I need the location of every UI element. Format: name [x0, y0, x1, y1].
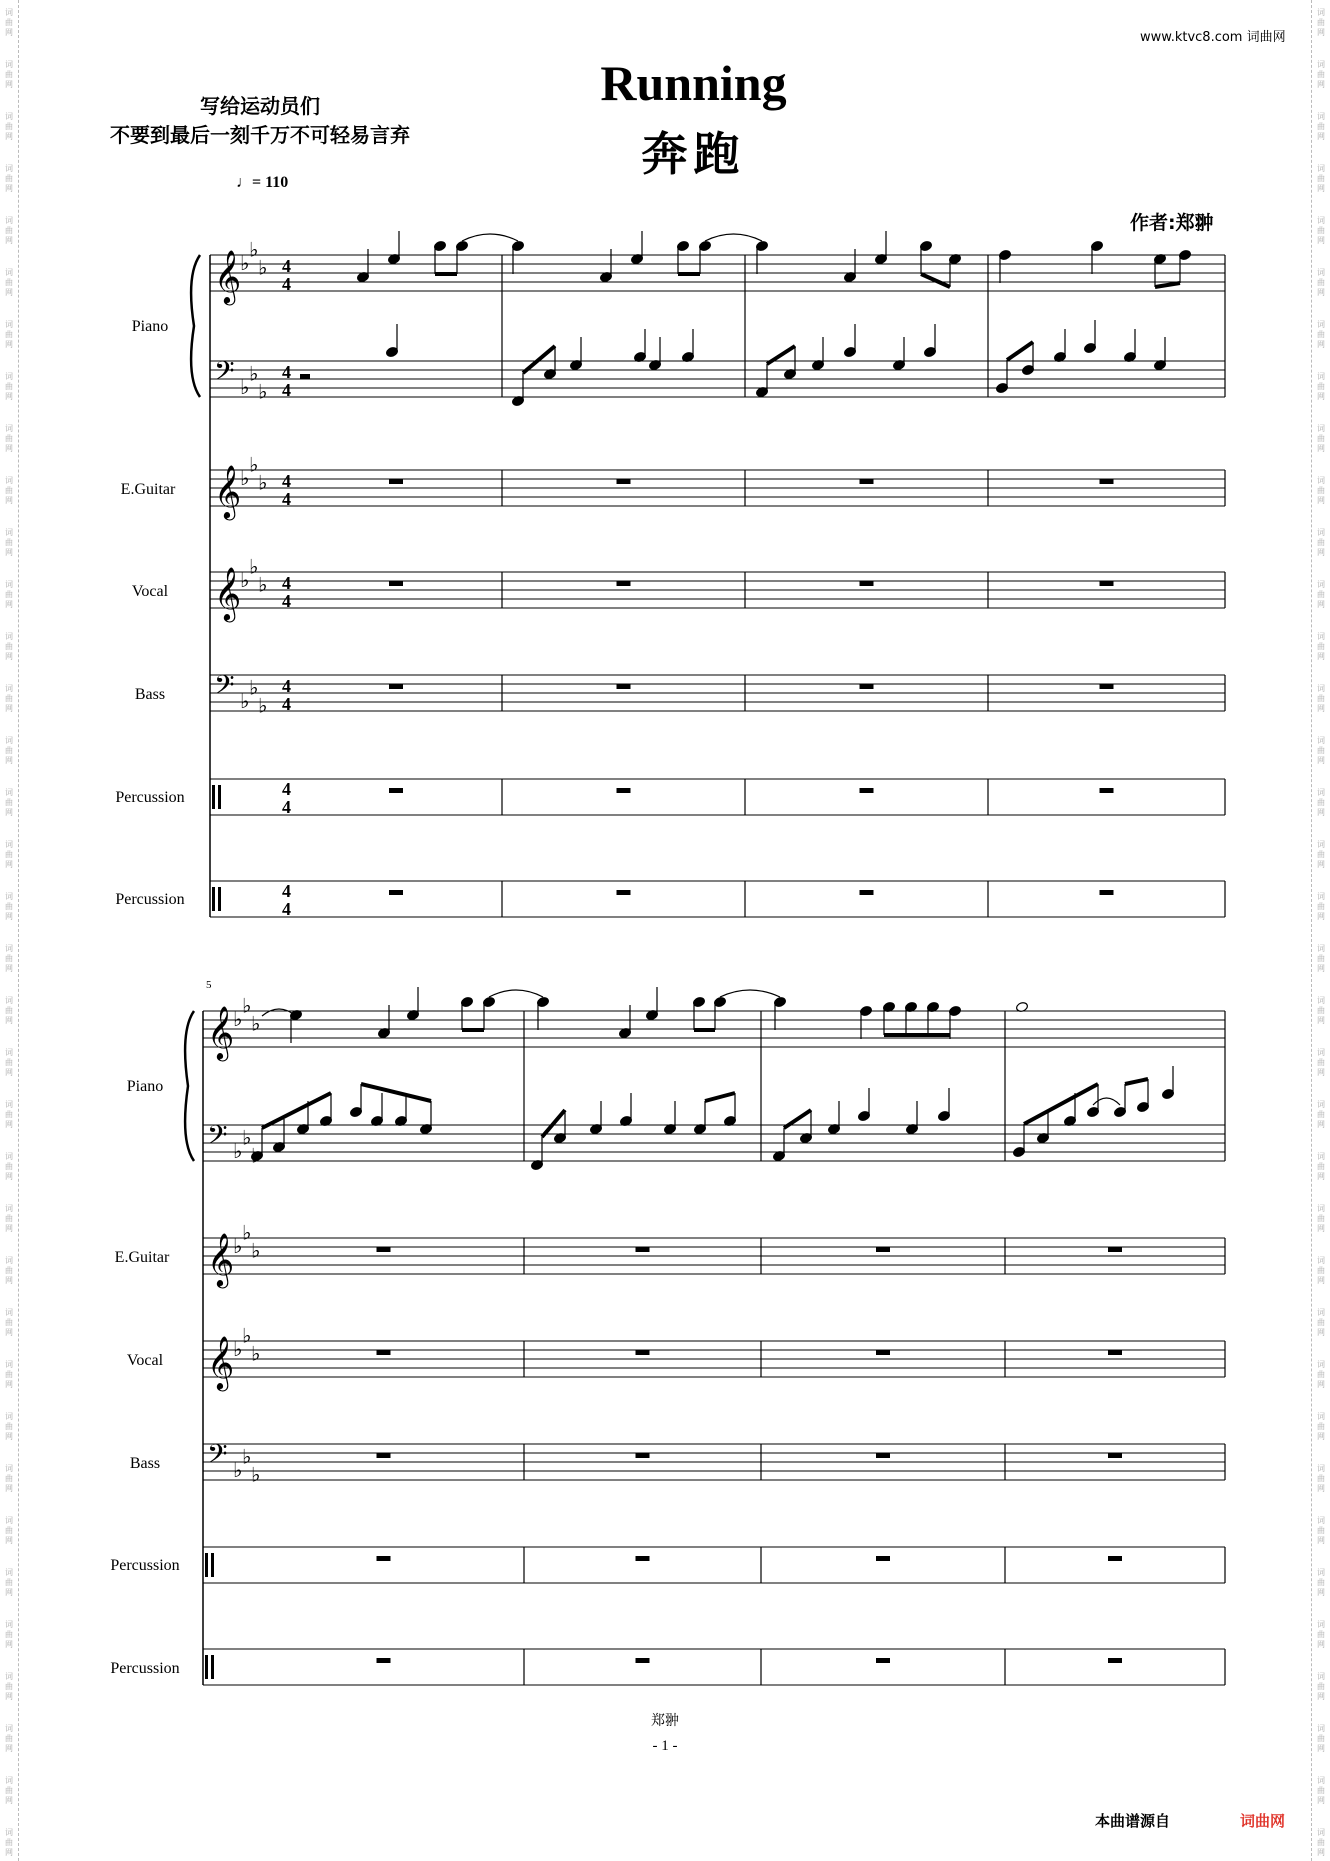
flat-icon: ♭: [242, 993, 252, 1018]
measure-number: 5: [206, 979, 212, 991]
tie: [489, 990, 543, 997]
watermark-glyph: 词 曲 网: [1317, 164, 1325, 193]
flat-icon: ♭: [242, 1444, 252, 1469]
treble-clef-icon: 𝄞: [207, 1232, 235, 1286]
watermark-glyph: 词 曲 网: [1317, 268, 1325, 297]
percussion-clef-icon: [211, 1553, 214, 1577]
time-signature-bottom: 4: [282, 274, 291, 294]
whole-rest-icon: [617, 788, 631, 793]
page-subtitle: 奔跑: [641, 127, 746, 181]
beam: [1024, 1084, 1098, 1124]
percussion-clef-icon: [205, 1655, 208, 1679]
grand-staff-brace: [185, 1011, 194, 1161]
watermark-glyph: 词 曲 网: [1317, 1464, 1325, 1493]
time-signature-top: 4: [282, 256, 291, 276]
watermark-glyph: 词 曲 网: [5, 8, 13, 37]
watermark-glyph: 词 曲 网: [5, 476, 13, 505]
watermark-glyph: 词 曲 网: [1317, 1256, 1325, 1285]
watermark-glyph: 词 曲 网: [5, 1464, 13, 1493]
dedication-line-2: 不要到最后一刻千万不可轻易言弃: [110, 123, 410, 147]
watermark-glyph: 词 曲 网: [5, 268, 13, 297]
whole-rest-icon: [377, 1556, 391, 1561]
beam: [1155, 283, 1180, 287]
watermark-glyph: 词 曲 网: [5, 216, 13, 245]
composer: 作者:郑翀: [1130, 212, 1214, 234]
whole-rest-icon: [617, 581, 631, 586]
label-bass-2: Bass: [129, 1455, 161, 1472]
tempo-value: = 110: [252, 174, 289, 191]
whole-rest-icon: [1108, 1350, 1122, 1355]
flat-icon: ♭: [258, 693, 268, 718]
watermark-glyph: 词 曲 网: [1317, 112, 1325, 141]
flat-icon: ♭: [233, 1139, 243, 1163]
flat-icon: ♭: [258, 572, 268, 597]
watermark-glyph: 词 曲 网: [1317, 528, 1325, 557]
bass-clef-icon: 𝄢: [214, 355, 235, 393]
watermark-glyph: 词 曲 网: [1317, 1620, 1325, 1649]
watermark-glyph: 词 曲 网: [1317, 1828, 1325, 1857]
flat-icon: ♭: [233, 1337, 243, 1361]
treble-clef-icon: 𝄞: [214, 249, 242, 303]
flat-icon: ♭: [258, 470, 268, 495]
watermark-glyph: 词 曲 网: [1317, 1152, 1325, 1181]
beam: [361, 1084, 431, 1101]
flat-icon: ♭: [249, 554, 259, 579]
time-signature-bottom: 4: [282, 797, 291, 817]
watermark-glyph: 词 曲 网: [1317, 840, 1325, 869]
flat-icon: ♭: [249, 452, 259, 477]
tie: [462, 234, 518, 241]
watermark-glyph: 词 曲 网: [1317, 320, 1325, 349]
watermark-glyph: 词 曲 网: [1317, 632, 1325, 661]
watermark-glyph: 词 曲 网: [1317, 1204, 1325, 1233]
label-vocal-2: Vocal: [126, 1352, 164, 1369]
treble-clef-icon: 𝄞: [214, 464, 242, 518]
percussion-clef-icon: [212, 887, 215, 911]
flat-icon: ♭: [251, 1238, 261, 1263]
bass-clef-icon: 𝄢: [207, 1119, 228, 1157]
grand-staff-brace: [191, 255, 200, 397]
whole-rest-icon: [1108, 1556, 1122, 1561]
watermark-glyph: 词 曲 网: [5, 1828, 13, 1857]
whole-rest-icon: [1100, 684, 1114, 689]
flat-icon: ♭: [251, 1011, 261, 1036]
watermark-glyph: 词 曲 网: [5, 60, 13, 89]
watermark-glyph: 词 曲 网: [1317, 1568, 1325, 1597]
watermark-glyph: 词 曲 网: [5, 1360, 13, 1389]
time-signature-top: 4: [282, 573, 291, 593]
watermark-glyph: 词 曲 网: [1317, 1100, 1325, 1129]
whole-rest-icon: [636, 1247, 650, 1252]
percussion-clef-icon: [218, 887, 221, 911]
whole-rest-icon: [876, 1247, 890, 1252]
whole-rest-icon: [860, 581, 874, 586]
flat-icon: ♭: [251, 1462, 261, 1487]
beam: [1007, 342, 1033, 360]
page-title: Running: [600, 55, 787, 111]
flat-icon: ♭: [249, 675, 259, 700]
treble-clef-icon: 𝄞: [214, 566, 242, 620]
whole-rest-icon: [377, 1453, 391, 1458]
whole-rest-icon: [636, 1658, 650, 1663]
whole-rest-icon: [377, 1658, 391, 1663]
percussion-clef-icon: [212, 785, 215, 809]
watermark-glyph: 词 曲 网: [1317, 1776, 1325, 1805]
watermark-glyph: 词 曲 网: [5, 320, 13, 349]
whole-rest-icon: [636, 1350, 650, 1355]
whole-rest-icon: [860, 890, 874, 895]
brand-link[interactable]: 词曲网: [1240, 1812, 1286, 1830]
whole-rest-icon: [876, 1453, 890, 1458]
watermark-glyph: 词 曲 网: [5, 684, 13, 713]
time-signature-top: 4: [282, 362, 291, 382]
treble-clef-icon: 𝄞: [207, 1005, 235, 1059]
watermark-glyph: 词 曲 网: [5, 1256, 13, 1285]
dedication-line-1: 写给运动员们: [200, 94, 320, 118]
whole-rest-icon: [860, 788, 874, 793]
watermark-glyph: 词 曲 网: [5, 1776, 13, 1805]
footer-composer: 郑翀: [651, 1713, 679, 1729]
watermark-glyph: 词 曲 网: [1317, 8, 1325, 37]
whole-rest-icon: [617, 890, 631, 895]
watermark-glyph: 词 曲 网: [5, 164, 13, 193]
whole-rest-icon: [1108, 1658, 1122, 1663]
beam: [921, 274, 950, 287]
beam: [1125, 1079, 1148, 1084]
site-url[interactable]: www.ktvc8.com 词曲网: [1140, 30, 1286, 45]
time-signature-bottom: 4: [282, 591, 291, 611]
watermark-glyph: 词 曲 网: [1317, 996, 1325, 1025]
watermark-glyph: 词 曲 网: [5, 736, 13, 765]
label-vocal-1: Vocal: [131, 583, 169, 600]
time-signature-top: 4: [282, 676, 291, 696]
flat-icon: ♭: [240, 568, 250, 592]
flat-icon: ♭: [240, 466, 250, 490]
watermark-glyph: 词 曲 网: [1317, 788, 1325, 817]
label-piano-1: Piano: [131, 318, 169, 335]
watermark-glyph: 词 曲 网: [5, 372, 13, 401]
bass-clef-icon: 𝄢: [207, 1438, 228, 1476]
watermark-glyph: 词 曲 网: [1317, 372, 1325, 401]
whole-rest-icon: [876, 1658, 890, 1663]
flat-icon: ♭: [233, 1007, 243, 1031]
watermark-glyph: 词 曲 网: [1317, 1672, 1325, 1701]
watermark-glyph: 词 曲 网: [1317, 580, 1325, 609]
whole-rest-icon: [617, 684, 631, 689]
beam: [523, 346, 555, 373]
bass-clef-icon: 𝄢: [214, 669, 235, 707]
watermark-glyph: 词 曲 网: [5, 1412, 13, 1441]
tie: [720, 990, 780, 997]
watermark-glyph: 词 曲 网: [1317, 892, 1325, 921]
flat-icon: ♭: [240, 689, 250, 713]
watermark-glyph: 词 曲 网: [5, 1620, 13, 1649]
label-percussion-2b: Percussion: [110, 1660, 180, 1677]
label-percussion-2a: Percussion: [110, 1557, 180, 1574]
flat-icon: ♭: [233, 1234, 243, 1258]
tie: [705, 234, 762, 241]
watermark-glyph: 词 曲 网: [1317, 60, 1325, 89]
whole-rest-icon: [636, 1453, 650, 1458]
watermark-glyph: 词 曲 网: [5, 1204, 13, 1233]
whole-rest-icon: [1100, 788, 1114, 793]
watermark-glyph: 词 曲 网: [5, 1308, 13, 1337]
watermark-glyph: 词 曲 网: [1317, 736, 1325, 765]
whole-rest-icon: [1100, 479, 1114, 484]
watermark-glyph: 词 曲 网: [5, 112, 13, 141]
flat-icon: ♭: [233, 1458, 243, 1482]
watermark-glyph: 词 曲 网: [1317, 1516, 1325, 1545]
flat-icon: ♭: [242, 1125, 252, 1150]
whole-rest-icon: [1100, 581, 1114, 586]
watermark-glyph: 词 曲 网: [1317, 1308, 1325, 1337]
watermark-glyph: 词 曲 网: [5, 528, 13, 557]
flat-icon: ♭: [249, 237, 259, 262]
whole-rest-icon: [377, 1350, 391, 1355]
watermark-glyph: 词 曲 网: [1317, 476, 1325, 505]
whole-rest-icon: [636, 1556, 650, 1561]
whole-rest-icon: [860, 684, 874, 689]
watermark-glyph: 词 曲 网: [1317, 424, 1325, 453]
half-rest-icon: [300, 374, 310, 379]
label-eguitar-1: E.Guitar: [120, 481, 176, 498]
watermark-glyph: 词 曲 网: [5, 996, 13, 1025]
flat-icon: ♭: [258, 255, 268, 280]
whole-rest-icon: [389, 581, 403, 586]
whole-rest-icon: [876, 1350, 890, 1355]
beam: [542, 1110, 565, 1137]
watermark-glyph: 词 曲 网: [5, 424, 13, 453]
watermark-glyph: 词 曲 网: [5, 944, 13, 973]
page-number: - 1 -: [652, 1738, 678, 1754]
time-signature-bottom: 4: [282, 694, 291, 714]
label-piano-2: Piano: [126, 1078, 164, 1095]
watermark-glyph: 词 曲 网: [1317, 1048, 1325, 1077]
label-percussion-1b: Percussion: [115, 891, 185, 908]
watermark-glyph: 词 曲 网: [1317, 1724, 1325, 1753]
system-2: [185, 987, 1225, 1685]
whole-rest-icon: [617, 479, 631, 484]
percussion-clef-icon: [211, 1655, 214, 1679]
watermark-glyph: 词 曲 网: [5, 788, 13, 817]
quarter-note-icon: ♩: [236, 174, 252, 191]
whole-rest-icon: [389, 788, 403, 793]
watermark-glyph: 词 曲 网: [5, 1048, 13, 1077]
flat-icon: ♭: [240, 375, 250, 399]
whole-rest-icon: [1108, 1247, 1122, 1252]
whole-rest-icon: [1108, 1453, 1122, 1458]
system-1: [191, 231, 1225, 919]
watermark-glyph: 词 曲 网: [5, 840, 13, 869]
time-signature-bottom: 4: [282, 899, 291, 919]
watermark-glyph: 词 曲 网: [5, 1568, 13, 1597]
watermark-glyph: 词 曲 网: [1317, 1360, 1325, 1389]
watermark-glyph: 词 曲 网: [1317, 1412, 1325, 1441]
source-text: 本曲谱源自: [1095, 1812, 1171, 1830]
time-signature-top: 4: [282, 881, 291, 901]
flat-icon: ♭: [242, 1220, 252, 1245]
treble-clef-icon: 𝄞: [207, 1335, 235, 1389]
watermark-glyph: 词 曲 网: [1317, 216, 1325, 245]
watermark-glyph: 词 曲 网: [5, 1152, 13, 1181]
percussion-clef-icon: [205, 1553, 208, 1577]
whole-rest-icon: [1100, 890, 1114, 895]
whole-rest-icon: [389, 479, 403, 484]
tie: [1093, 1098, 1120, 1105]
watermark-glyph: 词 曲 网: [5, 892, 13, 921]
watermark-glyph: 词 曲 网: [5, 1100, 13, 1129]
time-signature-bottom: 4: [282, 489, 291, 509]
watermark-glyph: 词 曲 网: [5, 580, 13, 609]
whole-rest-icon: [389, 684, 403, 689]
beam: [705, 1093, 735, 1101]
flat-icon: ♭: [258, 379, 268, 404]
whole-rest-icon: [389, 890, 403, 895]
watermark-glyph: 词 曲 网: [5, 1724, 13, 1753]
flat-icon: ♭: [249, 361, 259, 386]
watermark-glyph: 词 曲 网: [5, 1672, 13, 1701]
label-bass-1: Bass: [134, 686, 166, 703]
percussion-clef-icon: [218, 785, 221, 809]
watermark-glyph: 词 曲 网: [1317, 944, 1325, 973]
watermark-glyph: 词 曲 网: [1317, 684, 1325, 713]
time-signature-top: 4: [282, 779, 291, 799]
flat-icon: ♭: [251, 1341, 261, 1366]
flat-icon: ♭: [240, 251, 250, 275]
whole-rest-icon: [860, 479, 874, 484]
time-signature-top: 4: [282, 471, 291, 491]
flat-icon: ♭: [242, 1323, 252, 1348]
whole-rest-icon: [377, 1247, 391, 1252]
watermark-glyph: 词 曲 网: [5, 1516, 13, 1545]
whole-rest-icon: [876, 1556, 890, 1561]
time-signature-bottom: 4: [282, 380, 291, 400]
label-percussion-1a: Percussion: [115, 789, 185, 806]
label-eguitar-2: E.Guitar: [114, 1249, 170, 1266]
watermark-glyph: 词 曲 网: [5, 632, 13, 661]
